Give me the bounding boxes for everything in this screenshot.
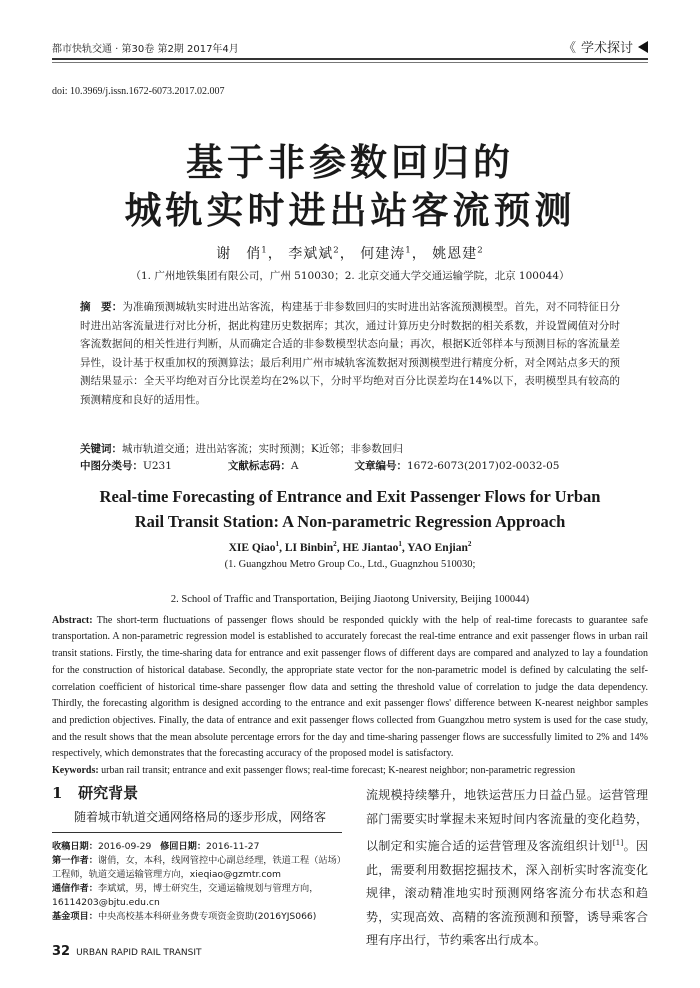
title-en-line-1: Real-time Forecasting of Entrance and Exit Passenger Flows for Urban xyxy=(99,487,601,506)
page-footer xyxy=(52,944,202,959)
keywords-en: Keywords: urban rail transit; entrance and exit passenger flows; real-time forecast; K-nearest neighbor; non-parametric regression xyxy=(52,765,576,777)
authors-cn: 谢 俏$^1$， 李斌斌$^2$， 何建涛$^1$， 姚恩建$^2$ xyxy=(216,245,484,262)
section-heading: 1 研究背景 xyxy=(52,784,139,802)
title-cn-line-2: 城轨实时进出站客流预测 xyxy=(124,188,576,232)
triangle-left-icon xyxy=(638,41,648,53)
header-rule-thin xyxy=(52,62,648,63)
abstract-cn: 摘 要：为准确预测城轨实时进出站客流，构建基于非参数回归的实时进出站客流预测模型。首先，对不同特征日分时进出站客流量进行对比分析，据此构建历史数据库；其次，通过计算历史分时数据的相关系数，并设置阈值对分时客流数据间的相关性进行判断，从而确定合适的非参数模型状态向量；再次，根据K近邻样本与预测目标的客流量差异性，设计基于权重加权的预测算法；最后利用广州市城轨客流数据对预测模型进行精度分析，对全网站点多天的预测结果显示：全天平均绝对百分比误差均在2%以下，分时平均绝对百分比误差均在14%以下，表明模型具有较高的预测精度和良好的适用性。 xyxy=(80,301,621,406)
affiliation-en-line-1: (1. Guangzhou Metro Group Co., Ltd., Guagnzhou 510030; xyxy=(224,559,476,570)
authors-en: XIE Qiao$^1$, LI Binbin$^2$, HE Jiantao$^1$, YAO Enjian$^2$ xyxy=(228,540,472,554)
title-en-line-2: Rail Transit Station: A Non-parametric Regression Approach xyxy=(134,512,566,531)
footnote-fund: 基金项目：中央高校基本科研业务费专项资金资助(2016YJS066) xyxy=(52,911,317,922)
section-body-left: 随着城市轨道交通网络格局的逐步形成，网络客 xyxy=(74,810,327,824)
footnote-corresponding: 通信作者：李斌斌，男，博士研究生，交通运输规划与管理方向，16114203@bjtu.edu.cn xyxy=(52,883,319,908)
classification-row: 中图分类号：U231 文献标志码：A 文章编号：1672-6073(2017)02-0032-05 xyxy=(80,460,560,472)
affiliation-en-line-2: 2. School of Traffic and Transportation, Beijing Jiaotong University, Beijing 100044) xyxy=(170,594,530,605)
keywords-cn: 关键词：城市轨道交通；进出站客流；实时预测；K近邻；非参数回归 xyxy=(80,443,403,455)
doi: doi: 10.3969/j.issn.1672-6073.2017.02.007 xyxy=(52,86,225,97)
double-chevron-icon: 《 xyxy=(562,41,576,56)
footnote-rule xyxy=(52,832,342,833)
title-cn-line-1: 基于非参数回归的 xyxy=(186,140,514,184)
header-rule xyxy=(52,58,648,60)
section-body-right: 流规模持续攀升，地铁运营压力日益凸显。运营管理部门需要实时掌握未来短时间内客流量的变化趋势，以制定和实施合适的运营管理及客流组织计划[1]。因此，需要利用数据挖掘技术，深入剖析实时客流变化规律，滚动精准地实时预测网络客流分布状态和趋势，实现高效、高精的客流预测和预警，诱导乘客合理有序出行，节约乘客出行成本。 xyxy=(366,788,648,947)
running-header-section xyxy=(563,37,648,56)
footnote-dates: 收稿日期：2016-09-29 修回日期：2016-11-27 xyxy=(52,841,260,852)
affiliation-cn: （1. 广州地铁集团有限公司，广州 510030；2. 北京交通大学交通运输学院，北京 100044） xyxy=(130,270,570,282)
journal-name-en: URBAN RAPID RAIL TRANSIT xyxy=(76,948,202,958)
abstract-en: 2. School of Traffic and Transportation, Beijing Jiaotong University, Beijing 100044) Abstract: The short-term fluctuations of passenger flows should be responded quickly with the help of real-time forecasts to guarantee safe transportation. A non-parametric regression model is established to accurately forecast the real-time entrance and exit passenger flows in urban rail transit stations. Firstly, the time-sharing data for entrance and exit passenger flows of different days are compared and analyzed to lay a foundation for the construction of historical database. Secondly, the appropriate state vector for the non-parametric model is defined by calculating the self-correlation coefficient of historical time-share passenger flow data and setting the threshold value of correlation to judge the data dependency. Thirdly, the forecasting algorithm is designed according to the entrance and exit passenger flows' difference between K-nearest neighbor samples and prediction objectives. Finally, the data of entrance and exit passenger flows collected from Guangzhou metro system is used for the case study, and the result shows that the mean absolute percentage errors for the day and time-sharing passenger flows are successfully limited to 2% and 14% respectively, which demonstrates that the forecasting accuracy of the proposed model is satisfactory. Keywords: urban rail transit; entrance and exit passenger flows; real-time forecast; K-nearest neighbor; non-parametric regression xyxy=(52,592,648,780)
running-header-journal: 都市快轨交通 · 第30卷 第2期 2017年4月 xyxy=(52,44,239,55)
section-label: 学术探讨 xyxy=(580,41,633,56)
footnote-first-author: 第一作者：谢俏，女，本科，线网管控中心副总经理，铁道工程（站场）工程师，轨道交通运输管理方向，xieqiao@gzmtr.com xyxy=(52,855,342,880)
page-number: 32 xyxy=(52,944,71,959)
